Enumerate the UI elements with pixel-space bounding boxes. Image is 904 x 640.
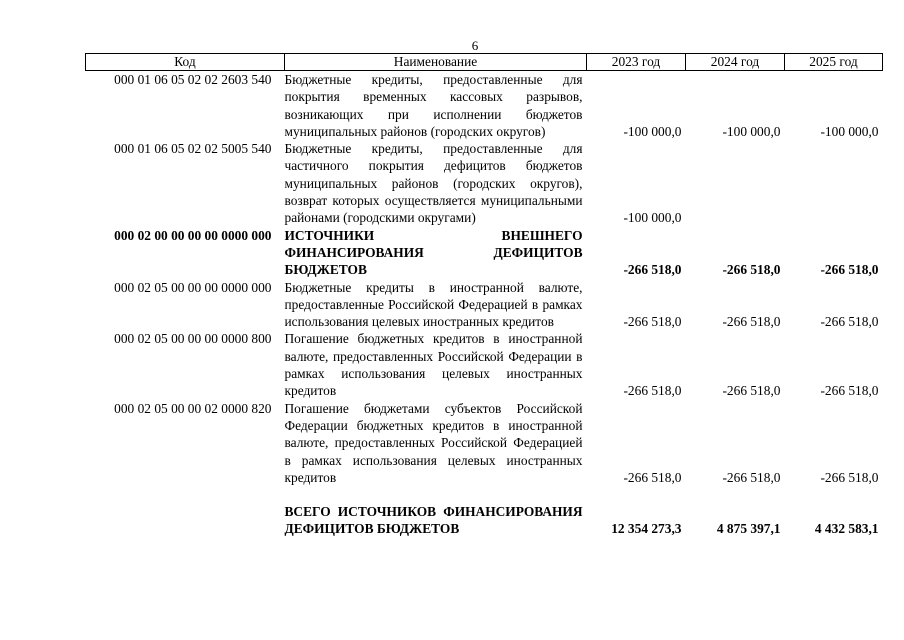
table-row [86, 227, 883, 279]
row-name: Погашение бюджетами субъектов Российской Федерации бюджетных кредитов в иностранной валюте, предоставленных Российской Федерацией в рамках использования целевых иностранных кредитов [284, 400, 583, 485]
budget-sources-table [85, 53, 883, 538]
total-code [86, 503, 285, 538]
row-value-2024: -100 000,0 [722, 123, 781, 139]
row-value-2023: -100 000,0 [623, 210, 682, 226]
row-value-2023: -266 518,0 [623, 314, 682, 330]
row-code: 000 01 06 05 02 02 2603 540 [114, 72, 272, 87]
page-number: 6 [471, 38, 479, 53]
header-code: Код [86, 54, 285, 71]
row-name: Погашение бюджетных кредитов в иностранной валюте, предоставленных Российской Федерации в рамках использования целевых иностранных кредитов [284, 331, 583, 399]
row-value-2023: -266 518,0 [623, 262, 682, 278]
row-value-2023: -266 518,0 [623, 383, 682, 399]
table-row [86, 279, 883, 331]
header-2024: 2024 год [686, 54, 785, 71]
total-name: ВСЕГО ИСТОЧНИКОВ ФИНАНСИРОВАНИЯ ДЕФИЦИТОВ БЮДЖЕТОВ [284, 504, 583, 537]
row-value-2024: -266 518,0 [722, 262, 781, 278]
total-value-2024: 4 875 397,1 [716, 521, 781, 537]
row-value-2025: -266 518,0 [820, 314, 879, 330]
spacer-row [86, 486, 883, 503]
total-value-2023: 12 354 273,3 [611, 521, 682, 537]
table-header-row [86, 54, 883, 71]
table-row [86, 330, 883, 399]
row-value-2024: -266 518,0 [722, 314, 781, 330]
row-code: 000 02 05 00 00 00 0000 800 [114, 331, 272, 347]
row-value-2024 [686, 140, 785, 226]
row-value-2025: -266 518,0 [820, 262, 879, 278]
header-2025: 2025 год [785, 54, 883, 71]
row-value-2024: -266 518,0 [722, 383, 781, 399]
total-value-2025: 4 432 583,1 [814, 521, 879, 537]
row-value-2025: -266 518,0 [820, 383, 879, 399]
row-value-2024: -266 518,0 [722, 469, 781, 485]
row-value-2025: -100 000,0 [820, 123, 879, 139]
row-code: 000 02 05 00 00 00 0000 000 [114, 279, 272, 295]
table-row [86, 71, 883, 141]
table-row [86, 140, 883, 226]
row-value-2025 [785, 140, 883, 226]
row-code: 000 01 06 05 02 02 5005 540 [114, 141, 272, 157]
row-value-2023: -100 000,0 [623, 123, 682, 139]
row-value-2023: -266 518,0 [623, 469, 682, 485]
row-name: Бюджетные кредиты в иностранной валюте, предоставленные Российской Федерацией в рамках использования целевых иностранных кредитов [284, 279, 583, 330]
row-name: Бюджетные кредиты, предоставленные для частичного покрытия дефицитов бюджетов муниципальных районов (городских округов), возврат которых осуществляется муниципальными районами (городскими округами) [284, 141, 583, 226]
total-row [86, 503, 883, 538]
table-row [86, 400, 883, 486]
row-name: ИСТОЧНИКИ ВНЕШНЕГО ФИНАНСИРОВАНИЯ ДЕФИЦИТОВ БЮДЖЕТОВ [284, 227, 583, 278]
row-code: 000 02 05 00 00 02 0000 820 [114, 400, 272, 416]
row-code: 000 02 00 00 00 00 0000 000 [114, 227, 272, 243]
header-2023: 2023 год [587, 54, 686, 71]
row-name: Бюджетные кредиты, предоставленные для покрытия временных кассовых разрывов, возникающих при исполнении бюджетов муниципальных районов (городских округов) [284, 72, 583, 139]
header-name: Наименование [285, 54, 587, 71]
row-value-2025: -266 518,0 [820, 469, 879, 485]
